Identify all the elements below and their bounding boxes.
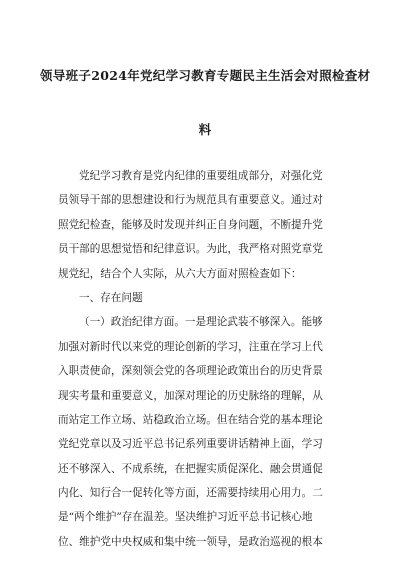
paragraph-line: 加强对新时代以来党的理论创新的学习，注重在学习上代 <box>58 340 323 353</box>
paragraph-line: 入职责使命，深刻领会党的各项理论政策出台的历史背景 <box>58 365 323 378</box>
paragraph-line: 党纪党章以及习近平总书记系列重要讲话精神上面，学习 <box>58 438 323 451</box>
paragraph-line: 是“两个维护”存在温差。坚决维护习近平总书记核心地 <box>58 511 313 524</box>
paragraph-line: 党纪学习教育是党内纪律的重要组成部分，对强化党 <box>79 170 323 182</box>
paragraph-line: 现实考量和重要意义，加深对理论的历史脉络的理解，从 <box>58 389 323 402</box>
paragraph-line: 而站定工作立场、站稳政治立场。但在结合党的基本理论 <box>58 413 323 426</box>
paragraph-line: 内化、知行合一促转化等方面，还需要持续用心用力。二 <box>58 487 323 500</box>
document-title-line-1: 领导班子2024年党纪学习教育专题民主生活会对照检查材 <box>40 68 371 83</box>
section-heading: 一、存在问题 <box>79 291 143 304</box>
paragraph-line: 还不够深入、不成系统，在把握实质促深化、融会贯通促 <box>58 462 323 475</box>
paragraph-line: （一）政治纪律方面。一是理论武装不够深入。能够 <box>79 316 323 329</box>
document-body <box>58 164 358 554</box>
paragraph-line: 员干部的思想觉悟和纪律意识。为此，我严格对照党章党 <box>58 243 323 256</box>
document-title-line-2: 料 <box>198 122 212 137</box>
paragraph-line: 照党纪检查，能够及时发现并纠正自身问题，不断提升党 <box>58 218 323 231</box>
paragraph-line: 员领导干部的思想建设和行为规范具有重要意义。通过对 <box>58 194 323 207</box>
paragraph-line: 规党纪，结合个人实际，从六大方面对照检查如下： <box>58 267 302 280</box>
paragraph-line: 位、维护党中央权威和集中统一领导，是政治巡视的根本 <box>58 535 323 548</box>
